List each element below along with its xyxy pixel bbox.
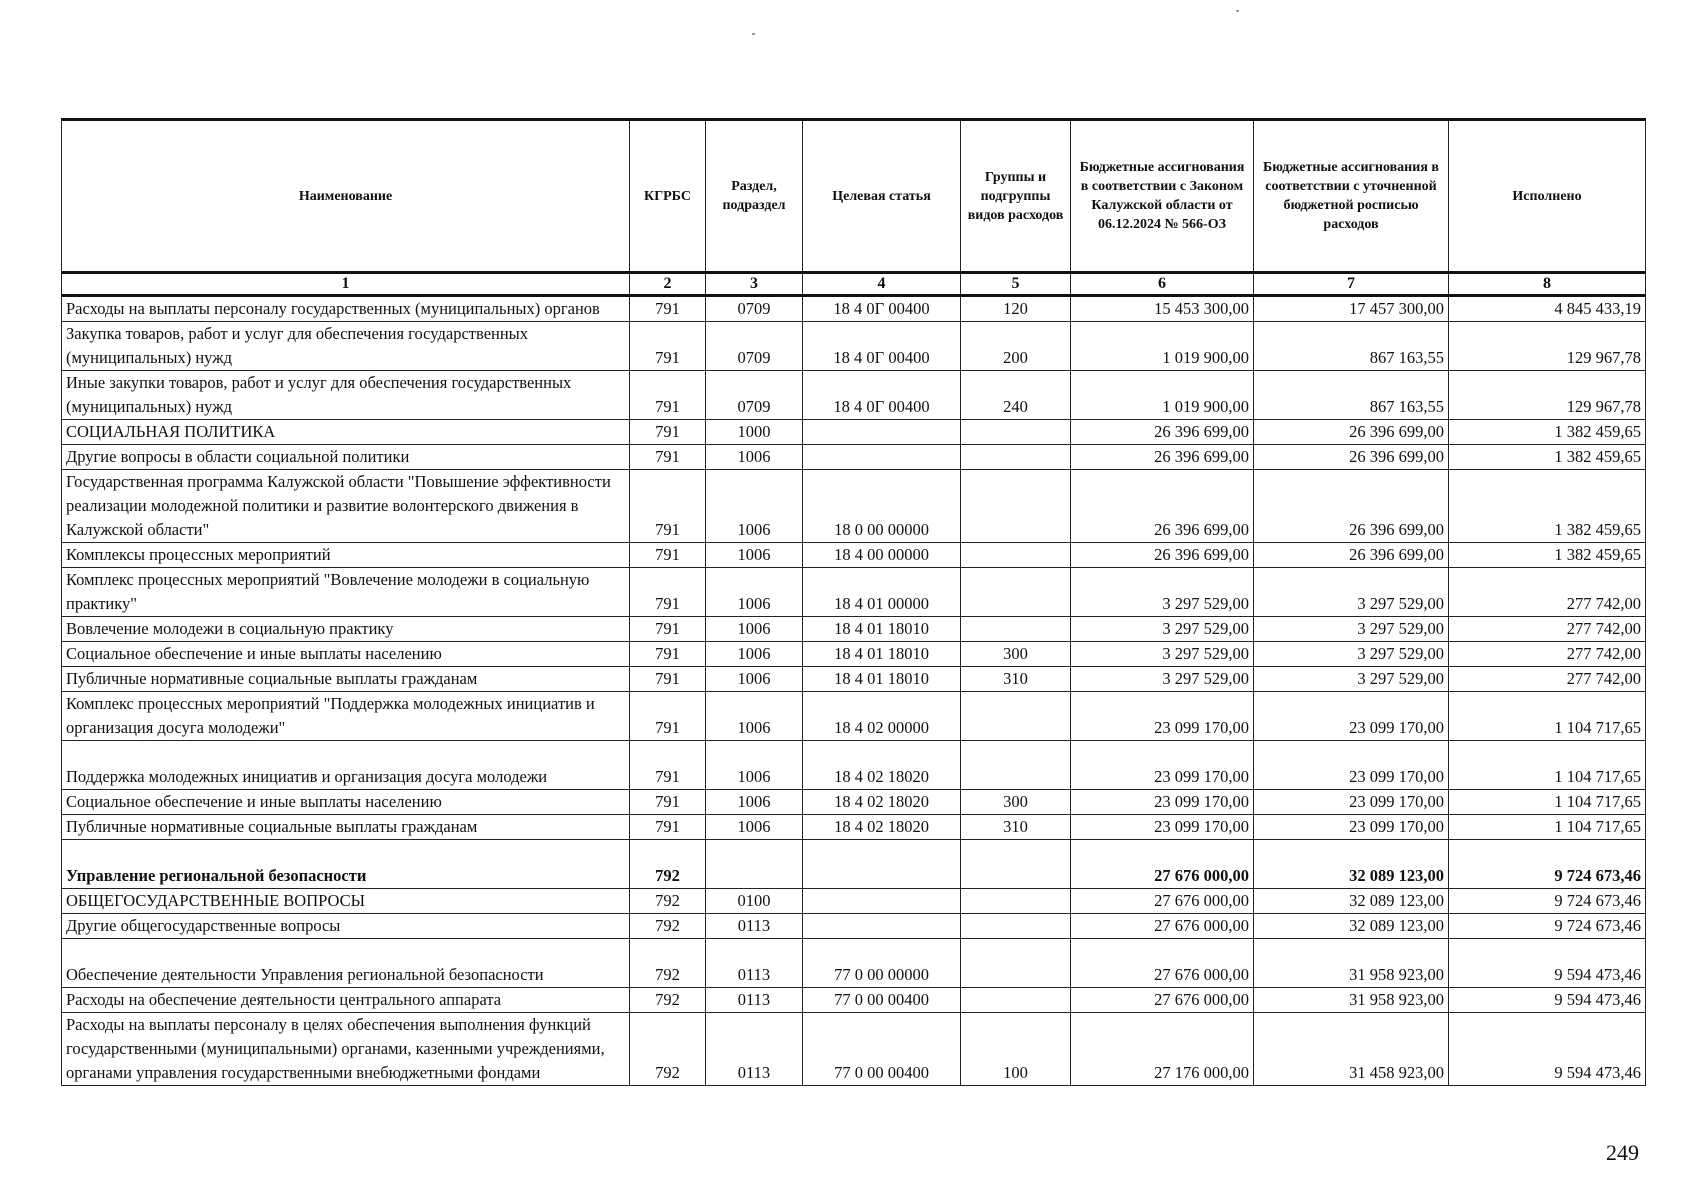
table-cell: Управление региональной безопасности (62, 840, 630, 889)
table-cell: 0113 (706, 988, 803, 1013)
table-cell: 3 297 529,00 (1254, 642, 1449, 667)
table-cell: Закупка товаров, работ и услуг для обеспечения государственных (муниципальных) нужд (62, 322, 630, 371)
table-cell (961, 470, 1071, 543)
table-cell: 1 104 717,65 (1449, 741, 1646, 790)
table-cell: 300 (961, 642, 1071, 667)
scan-speck (752, 33, 755, 35)
table-cell: 1006 (706, 470, 803, 543)
table-cell (803, 445, 961, 470)
table-cell: 791 (630, 741, 706, 790)
table-cell: 791 (630, 470, 706, 543)
table-cell: 32 089 123,00 (1254, 914, 1449, 939)
table-cell: 1006 (706, 692, 803, 741)
table-cell: 77 0 00 00400 (803, 1013, 961, 1086)
table-row (62, 296, 1646, 322)
table-cell: 9 724 673,46 (1449, 889, 1646, 914)
column-number: 1 (62, 273, 630, 296)
table-cell: 9 594 473,46 (1449, 939, 1646, 988)
table-cell: 1006 (706, 815, 803, 840)
table-cell: Социальное обеспечение и иные выплаты населению (62, 642, 630, 667)
table-cell: 15 453 300,00 (1071, 296, 1254, 322)
table-cell: 31 458 923,00 (1254, 1013, 1449, 1086)
table-row (62, 988, 1646, 1013)
table-cell: СОЦИАЛЬНАЯ ПОЛИТИКА (62, 420, 630, 445)
table-cell: 791 (630, 568, 706, 617)
table-cell: 791 (630, 642, 706, 667)
table-cell: 310 (961, 667, 1071, 692)
table-cell: 26 396 699,00 (1071, 470, 1254, 543)
column-number: 6 (1071, 273, 1254, 296)
table-cell: 1 382 459,65 (1449, 470, 1646, 543)
table-row (62, 371, 1646, 420)
table-cell: Комплексы процессных мероприятий (62, 543, 630, 568)
column-header: Группы и подгруппы видов расходов (961, 120, 1071, 273)
table-cell: 1006 (706, 741, 803, 790)
table-cell: 23 099 170,00 (1254, 815, 1449, 840)
table-cell: 3 297 529,00 (1254, 617, 1449, 642)
table-cell: 26 396 699,00 (1071, 445, 1254, 470)
table-cell: 791 (630, 790, 706, 815)
table-cell: 32 089 123,00 (1254, 840, 1449, 889)
table-cell: 867 163,55 (1254, 371, 1449, 420)
column-number-row (62, 273, 1646, 296)
table-cell: 23 099 170,00 (1071, 790, 1254, 815)
column-number: 4 (803, 273, 961, 296)
table-cell: 1000 (706, 420, 803, 445)
table-cell: 792 (630, 939, 706, 988)
table-cell: 26 396 699,00 (1254, 420, 1449, 445)
table-cell: 18 4 01 18010 (803, 667, 961, 692)
table-cell: Другие общегосударственные вопросы (62, 914, 630, 939)
table-cell: 3 297 529,00 (1071, 642, 1254, 667)
table-row (62, 840, 1646, 889)
table-cell: Другие вопросы в области социальной политики (62, 445, 630, 470)
table-cell: 18 4 01 18010 (803, 617, 961, 642)
table-cell: 792 (630, 889, 706, 914)
table-cell: 240 (961, 371, 1071, 420)
table-cell: 23 099 170,00 (1254, 692, 1449, 741)
table-cell (803, 840, 961, 889)
table-cell: 1006 (706, 568, 803, 617)
table-cell: 277 742,00 (1449, 642, 1646, 667)
table-cell: 0709 (706, 296, 803, 322)
table-cell: 18 4 02 18020 (803, 741, 961, 790)
table-cell (803, 420, 961, 445)
table-cell: 277 742,00 (1449, 617, 1646, 642)
table-cell: 129 967,78 (1449, 322, 1646, 371)
table-cell: 0100 (706, 889, 803, 914)
table-cell: 1006 (706, 667, 803, 692)
table-cell: 1 382 459,65 (1449, 543, 1646, 568)
table-row (62, 568, 1646, 617)
table-cell: 300 (961, 790, 1071, 815)
table-cell: 31 958 923,00 (1254, 939, 1449, 988)
table-cell (961, 889, 1071, 914)
table-cell (961, 445, 1071, 470)
table-cell: 791 (630, 667, 706, 692)
column-header: Раздел, подраздел (706, 120, 803, 273)
table-cell: Поддержка молодежных инициатив и организация досуга молодежи (62, 741, 630, 790)
column-header: Исполнено (1449, 120, 1646, 273)
table-cell: Расходы на обеспечение деятельности центрального аппарата (62, 988, 630, 1013)
table-cell (803, 914, 961, 939)
table-cell: 1 104 717,65 (1449, 815, 1646, 840)
table-row (62, 790, 1646, 815)
table-cell: 23 099 170,00 (1254, 741, 1449, 790)
column-header: Бюджетные ассигнования в соответствии с Законом Калужской области от 06.12.2024 № 566-ОЗ (1071, 120, 1254, 273)
table-row (62, 420, 1646, 445)
budget-table (61, 118, 1646, 1086)
table-cell: 791 (630, 322, 706, 371)
table-cell: 18 4 01 00000 (803, 568, 961, 617)
table-cell: 791 (630, 692, 706, 741)
table-row (62, 322, 1646, 371)
table-cell: 1 104 717,65 (1449, 790, 1646, 815)
table-row (62, 470, 1646, 543)
column-number: 7 (1254, 273, 1449, 296)
table-cell: 17 457 300,00 (1254, 296, 1449, 322)
table-cell: 23 099 170,00 (1071, 741, 1254, 790)
table-row (62, 667, 1646, 692)
table-cell: 4 845 433,19 (1449, 296, 1646, 322)
table-cell: 1 019 900,00 (1071, 322, 1254, 371)
table-body (62, 296, 1646, 1086)
table-cell: Иные закупки товаров, работ и услуг для обеспечения государственных (муниципальных) нужд (62, 371, 630, 420)
page-number: 249 (1606, 1140, 1639, 1165)
table-cell: 792 (630, 988, 706, 1013)
table-cell: 791 (630, 445, 706, 470)
table-cell: 23 099 170,00 (1071, 815, 1254, 840)
table-cell: 18 4 00 00000 (803, 543, 961, 568)
table-row (62, 815, 1646, 840)
table-cell: 792 (630, 914, 706, 939)
table-cell: 1006 (706, 617, 803, 642)
table-cell: Публичные нормативные социальные выплаты гражданам (62, 815, 630, 840)
table-cell (961, 741, 1071, 790)
table-cell: Социальное обеспечение и иные выплаты населению (62, 790, 630, 815)
table-cell: 31 958 923,00 (1254, 988, 1449, 1013)
table-row (62, 617, 1646, 642)
table-cell: Комплекс процессных мероприятий "Поддержка молодежных инициатив и организация досуга молодежи" (62, 692, 630, 741)
scan-speck (1236, 10, 1239, 12)
table-cell: 26 396 699,00 (1254, 445, 1449, 470)
column-number: 2 (630, 273, 706, 296)
table-cell: 18 4 0Г 00400 (803, 371, 961, 420)
table-cell: 3 297 529,00 (1254, 568, 1449, 617)
table-cell: 18 4 02 00000 (803, 692, 961, 741)
table-cell: 9 724 673,46 (1449, 840, 1646, 889)
table-cell: ОБЩЕГОСУДАРСТВЕННЫЕ ВОПРОСЫ (62, 889, 630, 914)
column-header: Наименование (62, 120, 630, 273)
table-cell: 1 019 900,00 (1071, 371, 1254, 420)
table-cell: 27 676 000,00 (1071, 889, 1254, 914)
table-cell: 77 0 00 00000 (803, 939, 961, 988)
table-cell: 3 297 529,00 (1071, 617, 1254, 642)
table-cell: Расходы на выплаты персоналу государственных (муниципальных) органов (62, 296, 630, 322)
table-cell: 27 176 000,00 (1071, 1013, 1254, 1086)
table-cell: 120 (961, 296, 1071, 322)
column-number: 8 (1449, 273, 1646, 296)
table-cell: Обеспечение деятельности Управления региональной безопасности (62, 939, 630, 988)
table-cell: 27 676 000,00 (1071, 988, 1254, 1013)
table-cell: 3 297 529,00 (1071, 667, 1254, 692)
table-cell (961, 939, 1071, 988)
table-cell: 277 742,00 (1449, 667, 1646, 692)
column-header: Бюджетные ассигнования в соответствии с уточненной бюджетной росписью расходов (1254, 120, 1449, 273)
column-number: 3 (706, 273, 803, 296)
table-cell: 27 676 000,00 (1071, 840, 1254, 889)
table-cell: 18 4 0Г 00400 (803, 322, 961, 371)
table-cell: 26 396 699,00 (1254, 470, 1449, 543)
table-row (62, 642, 1646, 667)
table-row (62, 939, 1646, 988)
table-cell: 32 089 123,00 (1254, 889, 1449, 914)
table-cell (961, 692, 1071, 741)
table-cell: 791 (630, 371, 706, 420)
table-cell: 791 (630, 617, 706, 642)
table-cell: 9 594 473,46 (1449, 1013, 1646, 1086)
table-cell: 18 0 00 00000 (803, 470, 961, 543)
table-cell: 791 (630, 815, 706, 840)
table-cell (961, 568, 1071, 617)
table-cell: 18 4 02 18020 (803, 815, 961, 840)
table-cell: 0709 (706, 322, 803, 371)
table-cell (961, 543, 1071, 568)
table-cell: 23 099 170,00 (1071, 692, 1254, 741)
table-cell: 0113 (706, 914, 803, 939)
column-number: 5 (961, 273, 1071, 296)
table-cell: 100 (961, 1013, 1071, 1086)
table-cell: 18 4 0Г 00400 (803, 296, 961, 322)
table-cell: Государственная программа Калужской области "Повышение эффективности реализации молодежной политики и развитие волонтерского движения в Калужской области" (62, 470, 630, 543)
table-cell: 791 (630, 543, 706, 568)
table-cell: 1006 (706, 543, 803, 568)
table-row (62, 889, 1646, 914)
table-row (62, 741, 1646, 790)
table-cell: 1006 (706, 790, 803, 815)
table-cell: 867 163,55 (1254, 322, 1449, 371)
table-cell: 277 742,00 (1449, 568, 1646, 617)
table-cell: Комплекс процессных мероприятий "Вовлечение молодежи в социальную практику" (62, 568, 630, 617)
table-cell: 1006 (706, 642, 803, 667)
table-cell: 26 396 699,00 (1254, 543, 1449, 568)
table-cell: 0709 (706, 371, 803, 420)
table-cell: 0113 (706, 939, 803, 988)
table-cell: 9 594 473,46 (1449, 988, 1646, 1013)
table-cell (961, 617, 1071, 642)
table-cell: 3 297 529,00 (1071, 568, 1254, 617)
table-cell: 200 (961, 322, 1071, 371)
table-cell: 791 (630, 420, 706, 445)
header-row (62, 120, 1646, 273)
table-cell: 1 104 717,65 (1449, 692, 1646, 741)
table-cell: 18 4 01 18010 (803, 642, 961, 667)
table-cell: 792 (630, 840, 706, 889)
table-cell: 1 382 459,65 (1449, 445, 1646, 470)
table-cell (961, 914, 1071, 939)
table-cell (803, 889, 961, 914)
table-cell: 1 382 459,65 (1449, 420, 1646, 445)
table-cell: 26 396 699,00 (1071, 543, 1254, 568)
table-cell: 792 (630, 1013, 706, 1086)
table-cell: 1006 (706, 445, 803, 470)
table-cell: 26 396 699,00 (1071, 420, 1254, 445)
table-row (62, 1013, 1646, 1086)
table-cell: Публичные нормативные социальные выплаты гражданам (62, 667, 630, 692)
table-cell: 23 099 170,00 (1254, 790, 1449, 815)
table-cell: 27 676 000,00 (1071, 939, 1254, 988)
table-cell: 0113 (706, 1013, 803, 1086)
table-row (62, 543, 1646, 568)
table-cell (706, 840, 803, 889)
table-cell: Вовлечение молодежи в социальную практику (62, 617, 630, 642)
table-cell: 9 724 673,46 (1449, 914, 1646, 939)
table-cell (961, 988, 1071, 1013)
table-cell (961, 840, 1071, 889)
table-row (62, 445, 1646, 470)
table-row (62, 692, 1646, 741)
column-header: КГРБС (630, 120, 706, 273)
table-cell: Расходы на выплаты персоналу в целях обеспечения выполнения функций государственными (муниципальными) органами, казенными учреждениями, органами управления государственными внебюджетными фондами (62, 1013, 630, 1086)
table-cell: 310 (961, 815, 1071, 840)
table-cell: 18 4 02 18020 (803, 790, 961, 815)
table-cell (961, 420, 1071, 445)
table-cell: 27 676 000,00 (1071, 914, 1254, 939)
table-cell: 129 967,78 (1449, 371, 1646, 420)
table-row (62, 914, 1646, 939)
table-cell: 791 (630, 296, 706, 322)
table-cell: 3 297 529,00 (1254, 667, 1449, 692)
column-header: Целевая статья (803, 120, 961, 273)
table-cell: 77 0 00 00400 (803, 988, 961, 1013)
